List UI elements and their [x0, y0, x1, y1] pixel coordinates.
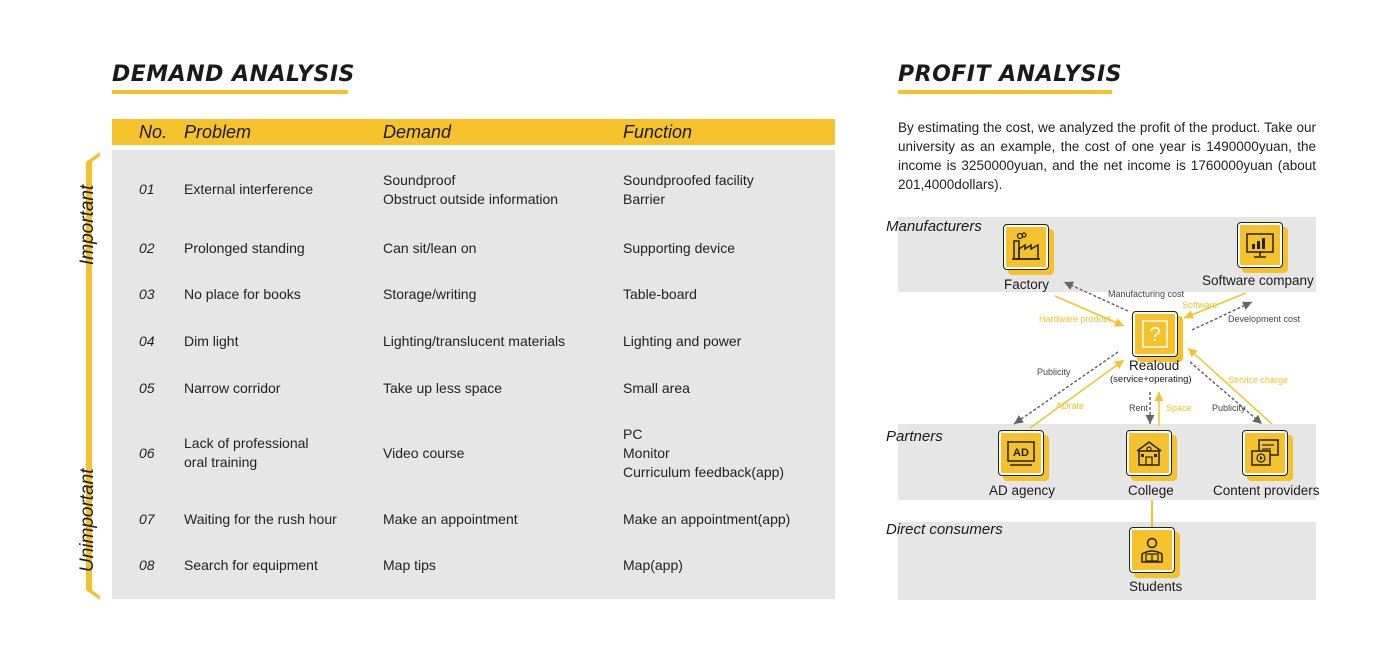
monitor-chart-icon [1244, 229, 1276, 261]
row-demand: Video course [383, 445, 465, 461]
row-demand: Lighting/translucent materials [383, 333, 566, 349]
row-problem: Narrow corridor [184, 380, 281, 396]
question-icon [1139, 318, 1171, 350]
row-problem: No place for books [184, 286, 301, 302]
row-problem: Search for equipment [184, 557, 318, 573]
arrow-publicity-right [1190, 362, 1262, 424]
college-label: College [1128, 483, 1174, 498]
ad-icon-text: AD [1013, 447, 1029, 459]
header-problem: Problem [184, 122, 252, 142]
unimportant-label: Unimportant [77, 468, 98, 572]
row-problem: Lack of professional oral training [184, 435, 309, 470]
row-problem: External interference [184, 181, 314, 197]
profit-intro-text: By estimating the cost, we analyzed the profit of the product. Take our university as an example, the cost of one year is 1490000yuan, the income is 3250000yuan, and the net income is 1760000yuan (about 201,4000dollars). [898, 120, 1316, 192]
label-space: Space [1166, 403, 1192, 413]
header-demand: Demand [383, 122, 452, 142]
college-node [1126, 430, 1172, 476]
realoud-sublabel: (service+operating) [1110, 374, 1192, 385]
content-providers-label: Content providers [1213, 483, 1320, 498]
label-publicity-right: Publicity [1212, 403, 1246, 413]
question-mark: ? [1149, 324, 1161, 346]
label-hardware-product: Hardware product [1039, 314, 1111, 324]
label-development-cost: Development cost [1228, 314, 1301, 324]
software-company-node [1237, 222, 1283, 268]
row-demand: Make an appointment [383, 511, 518, 527]
row-function: PC Monitor Curriculum feedback(app) [623, 426, 785, 480]
row-function: Small area [623, 380, 690, 396]
row-number: 06 [139, 445, 155, 461]
billboard-icon [1005, 437, 1037, 469]
row-number: 03 [139, 286, 155, 302]
header-function: Function [623, 122, 693, 142]
row-demand: Storage/writing [383, 286, 477, 302]
label-software: Software [1182, 300, 1218, 310]
students-node [1129, 527, 1175, 573]
label-adrate: ADrate [1056, 401, 1085, 411]
row-demand: Soundproof Obstruct outside information [383, 172, 559, 207]
ad-agency-label: AD agency [989, 483, 1056, 498]
row-number: 07 [139, 511, 155, 527]
label-service-charge: Service charge [1228, 375, 1289, 385]
label-publicity-left: Publicity [1037, 367, 1071, 377]
label-manufacturing-cost: Manufacturing cost [1108, 289, 1185, 299]
row-number: 08 [139, 557, 155, 573]
video-content-icon [1249, 437, 1281, 469]
row-number: 04 [139, 333, 155, 349]
tier-partners: Partners [886, 428, 943, 445]
software-company-label: Software company [1202, 273, 1314, 288]
realoud-node [1132, 311, 1178, 357]
profit-analysis-title: PROFIT ANALYSIS [898, 62, 1123, 87]
factory-label: Factory [1004, 277, 1050, 292]
header-no: No. [139, 122, 168, 142]
row-function: Table-board [623, 286, 697, 302]
label-rent: Rent [1129, 403, 1149, 413]
arrow-publicity-left [1014, 352, 1118, 424]
row-problem: Prolonged standing [184, 240, 305, 256]
row-function: Soundproofed facility Barrier [623, 172, 754, 207]
content-providers-node [1242, 430, 1288, 476]
factory-node [1003, 224, 1049, 270]
row-function: Lighting and power [623, 333, 742, 349]
row-number: 01 [139, 181, 155, 197]
demand-analysis-title: DEMAND ANALYSIS [112, 62, 355, 87]
row-demand: Can sit/lean on [383, 240, 477, 256]
tier-manufacturers: Manufacturers [886, 218, 982, 235]
row-problem: Dim light [184, 333, 239, 349]
row-problem: Waiting for the rush hour [184, 511, 337, 527]
school-building-icon [1133, 437, 1165, 469]
row-number: 05 [139, 380, 155, 396]
row-demand: Take up less space [383, 380, 503, 396]
important-label: Important [77, 184, 98, 265]
realoud-label: Realoud [1129, 358, 1180, 373]
factory-icon [1010, 231, 1042, 263]
row-demand: Map tips [383, 557, 436, 573]
row-number: 02 [139, 240, 155, 256]
row-function: Make an appointment(app) [623, 511, 791, 527]
row-function: Map(app) [623, 557, 683, 573]
row-function: Supporting device [623, 240, 736, 256]
ad-agency-node [998, 430, 1044, 476]
student-reading-icon [1136, 534, 1168, 566]
tier-direct-consumers: Direct consumers [886, 521, 1003, 538]
students-label: Students [1129, 579, 1183, 594]
